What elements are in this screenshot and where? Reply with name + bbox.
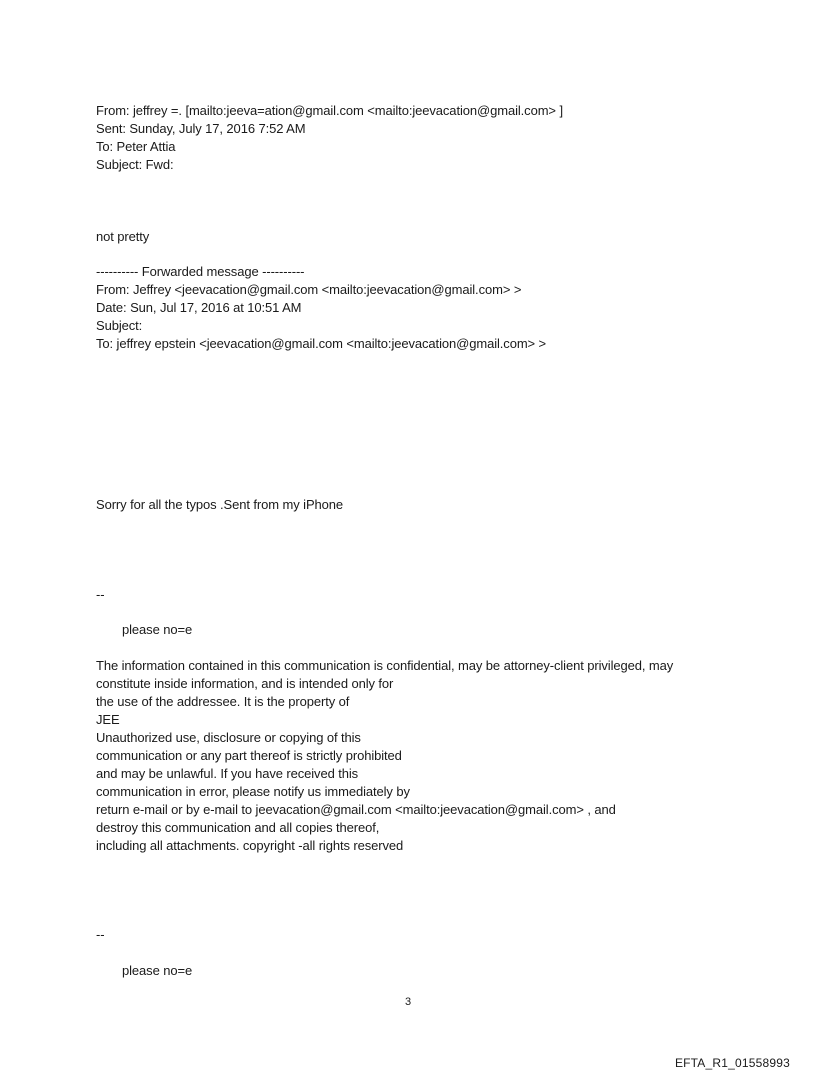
disclaimer-line: communication in error, please notify us immediately by <box>96 784 410 799</box>
forwarded-from: From: Jeffrey <jeevacation@gmail.com <mailto:jeevacation@gmail.com> > <box>96 282 522 297</box>
disclaimer-line: constitute inside information, and is intended only for <box>96 676 394 691</box>
forwarded-date: Date: Sun, Jul 17, 2016 at 10:51 AM <box>96 300 302 315</box>
disclaimer-line: return e-mail or by e-mail to jeevacation@gmail.com <mailto:jeevacation@gmail.com> , and <box>96 802 616 817</box>
header-from: From: jeffrey =. [mailto:jeeva=ation@gmail.com <mailto:jeevacation@gmail.com> ] <box>96 103 563 118</box>
forwarded-banner: ---------- Forwarded message ---------- <box>96 264 305 279</box>
header-subject: Subject: Fwd: <box>96 157 174 172</box>
disclaimer-line: and may be unlawful. If you have received this <box>96 766 359 781</box>
forwarded-subject: Subject: <box>96 318 143 333</box>
separator-1: -- <box>96 587 105 602</box>
please-note-2: please no=e <box>122 963 193 978</box>
disclaimer-line: including all attachments. copyright -all rights reserved <box>96 838 404 853</box>
disclaimer-line: The information contained in this communication is confidential, may be attorney-client privileged, may <box>96 658 674 673</box>
separator-2: -- <box>96 927 105 942</box>
header-sent: Sent: Sunday, July 17, 2016 7:52 AM <box>96 121 306 136</box>
disclaimer-line: the use of the addressee. It is the property of <box>96 694 350 709</box>
page-number: 3 <box>404 996 412 1008</box>
disclaimer-line: JEE <box>96 712 120 727</box>
disclaimer-line: Unauthorized use, disclosure or copying of this <box>96 730 361 745</box>
header-to: To: Peter Attia <box>96 139 176 154</box>
please-note-1: please no=e <box>122 622 193 637</box>
disclaimer-line: communication or any part thereof is strictly prohibited <box>96 748 402 763</box>
forwarded-to: To: jeffrey epstein <jeevacation@gmail.com <mailto:jeevacation@gmail.com> > <box>96 336 547 351</box>
disclaimer-line: destroy this communication and all copies thereof, <box>96 820 380 835</box>
document-id: EFTA_R1_01558993 <box>674 1056 790 1070</box>
body-note: not pretty <box>96 229 150 244</box>
signature-line: Sorry for all the typos .Sent from my iPhone <box>96 497 344 512</box>
